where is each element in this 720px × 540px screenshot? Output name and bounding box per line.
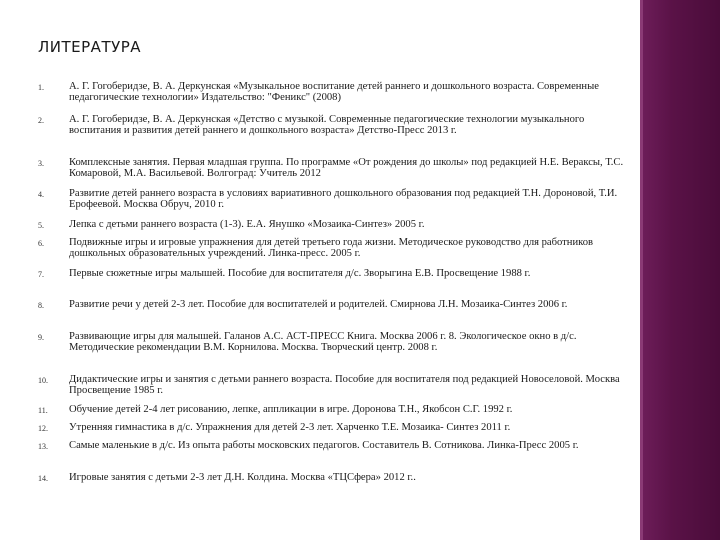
item-number: 6. (38, 239, 44, 248)
item-number: 12. (38, 424, 48, 433)
item-number: 7. (38, 270, 44, 279)
item-text: Развивающие игры для малышей. Галанов А.С. АСТ-ПРЕСС Книга. Москва 2006 г. 8. Экологическое окно в д/с. Методические рекомендации В.М. Корнилова. Москва. Творческий центр. 2008 г. (69, 331, 577, 354)
item-text: Комплексные занятия. Первая младшая группа. По программе «От рождения до школы» под редакцией Н.Е. Вераксы, Т.С. Комаровой, М.А. Васильевой. Волгоград: Учитель 2012 (69, 157, 624, 180)
sidebar-decoration (640, 0, 720, 540)
item-number: 14. (38, 474, 48, 483)
item-text: Игровые занятия с детьми 2-3 лет Д.Н. Колдина. Москва «ТЦСфера» 2012 г.. (69, 472, 416, 483)
item-number: 4. (38, 190, 44, 199)
item-text: А. Г. Гогоберидзе, В. А. Деркунская «Детство с музыкой. Современные педагогические технологии музыкального воспитания и развития детей раннего и дошкольного возраста» Детство-Пресс 2013 г. (69, 114, 585, 137)
item-number: 2. (38, 116, 44, 125)
item-text: А. Г. Гогоберидзе, В. А. Деркунская «Музыкальное воспитание детей раннего и дошкольного возраста. Современные педагогические технологии» Издательство: "Феникс" (2008) (69, 81, 599, 104)
item-text: Развитие детей раннего возраста в условиях вариативного дошкольного образования под редакцией Т.Н. Дороновой, Т.И. Ерофеевой. Москва Обруч, 2010 г. (69, 188, 618, 211)
item-number: 10. (38, 376, 48, 385)
item-text: Обучение детей 2-4 лет рисованию, лепке, аппликации в игре. Доронова Т.Н., Якобсон С.Г. 1992 г. (69, 404, 513, 415)
item-text: Самые маленькие в д/с. Из опыта работы московских педагогов. Составитель В. Сотникова. Линка-Пресс 2005 г. (69, 440, 579, 451)
item-text: Утренняя гимнастика в д/с. Упражнения для детей 2-3 лет. Харченко Т.Е. Мозаика- Синтез 2011 г. (69, 422, 511, 433)
item-number: 8. (38, 301, 44, 310)
item-number: 11. (38, 406, 48, 415)
item-number: 9. (38, 333, 44, 342)
item-text: Развитие речи у детей 2-3 лет. Пособие для воспитателей и родителей. Смирнова Л.Н. Мозаика-Синтез 2006 г. (69, 299, 568, 310)
page-title: ЛИТЕРАТУРА (38, 38, 142, 56)
item-number: 1. (38, 83, 44, 92)
item-number: 13. (38, 442, 48, 451)
item-text: Лепка с детьми раннего возраста (1-3). Е.А. Янушко «Мозаика-Синтез» 2005 г. (69, 219, 425, 230)
item-number: 3. (38, 159, 44, 168)
item-text: Подвижные игры и игровые упражнения для детей третьего года жизни. Методическое руководство для работников дошкольных образовательных учреждений. Линка-пресс. 2005 г. (69, 237, 594, 260)
item-number: 5. (38, 221, 44, 230)
item-text: Первые сюжетные игры малышей. Пособие для воспитателя д/с. Зворыгина Е.В. Просвещение 1988 г. (69, 268, 531, 279)
item-text: Дидактические игры и занятия с детьми раннего возраста. Пособие для воспитателя под редакцией Новоселовой. Москва Просвещение 1985 г. (69, 374, 620, 397)
